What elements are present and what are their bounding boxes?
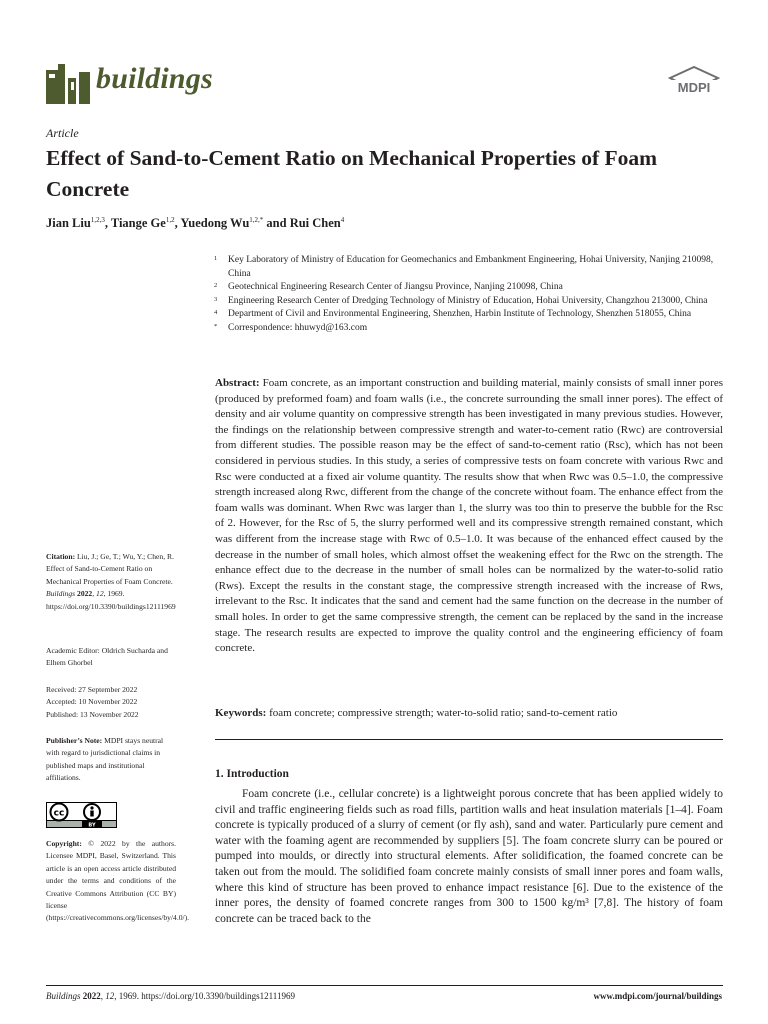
- introduction-text: Foam concrete (i.e., cellular concrete) is a lightweight porous concrete that has been applied widely to civil and traffic engineering fields such as road fills, partition walls and heat insulation materials [1–4]. Foam concrete is typically produced of a slurry of cement (or fly ash), sand and water. Particularly pure cement and water with the foaming agent are recommended by suppliers [5]. The foam concrete slurry can be poured or pumped into moulds, or directly into structural elements. After solidification, the foamed concrete can be taken out from the mould. The solidified foam concrete mainly consists of small inner pores and foam walls, where this kind of structure has been proved to enhance impact resistance [6]. Due to the existence of the inner pores, the density of foamed concrete ranges from 300 to 1500 kg/m³ [7,8]. The history of foam concrete can be traced back to the: [215, 788, 723, 925]
- citation-volume: 12: [96, 589, 104, 599]
- paper-title: Effect of Sand-to-Cement Ratio on Mechanical Properties of Foam Concrete: [46, 146, 658, 201]
- journal-name[interactable]: buildings: [96, 62, 213, 95]
- copyright-text: © 2022 by the authors. Licensee MDPI, Basel, Switzerland. This article is an open access article distributed under the terms and conditions of the Creative Commons Attribution (CC BY) license (https://creativecommons.org/licenses/by/4.0/).: [46, 839, 190, 923]
- section-heading: 1. Introduction: [215, 768, 289, 780]
- cc-by-license-icon[interactable]: [46, 802, 117, 828]
- pubnote-label: Publisher’s Note:: [46, 736, 103, 745]
- keywords: [215, 706, 723, 721]
- affiliation-number: *: [214, 322, 218, 330]
- journal-logo[interactable]: [46, 62, 90, 104]
- affiliations: [214, 254, 724, 335]
- copyright-label: Copyright:: [46, 839, 82, 848]
- author-separator: and: [263, 216, 290, 231]
- mdpi-logo-icon[interactable]: [668, 66, 720, 100]
- affiliation-item: [214, 308, 724, 322]
- footer-doi-link[interactable]: , 1969. https://doi.org/10.3390/buildings12111969: [114, 991, 295, 1001]
- pubnote-text: MDPI stays neutral with regard to jurisdictional claims in published maps and institutional affiliations.: [46, 736, 164, 783]
- affiliation-item: [214, 281, 724, 295]
- dates-block: [46, 684, 176, 721]
- abstract: [215, 376, 723, 657]
- svg-text:MDPI: MDPI: [677, 80, 711, 95]
- affiliation-item: [214, 322, 724, 336]
- footer-divider: [46, 985, 723, 986]
- affiliation-text: Department of Civil and Environmental Engineering, Shenzhen, Harbin Institute of Technology, Shenzhen 518055, China: [228, 309, 692, 319]
- affiliation-number: 1: [214, 255, 218, 262]
- footer-citation: Buildings 2022, 12, 1969. https://doi.org/10.3390/buildings12111969: [46, 991, 295, 1001]
- author-name[interactable]: Rui Chen: [289, 216, 341, 231]
- abstract-label: Abstract:: [215, 377, 260, 389]
- svg-text:BY: BY: [88, 822, 96, 828]
- author-name[interactable]: Tiange Ge: [110, 216, 166, 231]
- affiliation-item: [214, 254, 724, 281]
- journal-header: [46, 60, 722, 108]
- published-date: Published: 13 November 2022: [46, 709, 139, 719]
- footer-year: 2022: [82, 991, 101, 1001]
- divider: [215, 739, 723, 740]
- author-separator: ,: [104, 216, 111, 231]
- author-name[interactable]: Jian Liu: [46, 216, 91, 231]
- affiliation-number: 2: [214, 282, 218, 289]
- editor-names: Oldrich Sucharda and Elhem Ghorbel: [46, 646, 168, 668]
- svg-text:cc: cc: [53, 808, 65, 819]
- buildings-logo-icon: [46, 62, 90, 104]
- affiliation-text: Geotechnical Engineering Research Center of Jiangsu Province, Nanjing 210098, China: [228, 282, 563, 292]
- affiliation-text: Correspondence: hhuwyd@163.com: [228, 322, 368, 333]
- footer-volume: 12: [105, 991, 115, 1001]
- publisher-note: [46, 735, 176, 785]
- editor-label: Academic Editor:: [46, 646, 100, 655]
- academic-editor: [46, 645, 176, 670]
- affiliation-number: 4: [214, 309, 218, 316]
- copyright-block: [46, 838, 190, 925]
- received-date: Received: 27 September 2022: [46, 685, 138, 694]
- affiliation-item: [214, 295, 724, 309]
- keywords-label: Keywords:: [215, 707, 267, 719]
- citation-journal: Buildings: [46, 589, 76, 599]
- affiliation-text: Key Laboratory of Ministry of Education for Geomechanics and Embankment Engineering, Hohai University, Nanjing 210098, China: [228, 255, 714, 279]
- journal-url-link[interactable]: www.mdpi.com/journal/buildings: [593, 991, 722, 1001]
- footer-journal: Buildings: [46, 991, 81, 1001]
- keywords-text: foam concrete; compressive strength; water-to-solid ratio; sand-to-cement ratio: [269, 707, 618, 719]
- article-type: Article: [46, 126, 79, 140]
- abstract-text: Foam concrete, as an important construction and building material, mainly consists of small inner pores (produced by preformed foam) and foam walls (i.e., the concrete surrounding the small inner pores). The effect of density and air volume quantity on compressive strength has been investigated in many previous studies. However, the findings on the relationship between compressive strength and water-to-cement ratio (Rwc) are controversial from different studies. The possible reason may be the effect of sand-to-cement ratio (Rsc), which has not been considered in pervious studies. In this study, a series of compressive tests on foam concrete with various Rwc and Rsc were conducted at a fixed air volume quantity. The results show that when Rwc was 0.5–1.0, the compressive strength increased along Rwc, different from the change of the concrete without foam. The enhance effect from the foam walls was dominant. When Rwc was larger than 1, the slurry was too thin to preserve the bubble for the Rsc of 2. However, for the Rsc of 5, the slurry performed well and its compressive strength remained constant, which was different from the increase stage with Rwc of 0.5–1.0. It was because of the enhanced effect caused by the decrease in the number of small holes, which almost offset the weakening effect for the Rwc on the strength. The enhance effect due to the decrease in the number of small holes can be normalized by the water-to-solid ratio (Rws). Except the results in the constant stage, the compressive strength increased with the increase of Rws, irrelevant to the Rsc. It indicates that the sand and cement had the same function on the decrease in the number of small holes. In order to get the same compressive strength, the cement can be replaced by the sand in the increase stage. The research results are expected to improve the quality control and the engineering efficiency of foam concrete.: [215, 377, 724, 655]
- accepted-date: Accepted: 10 November 2022: [46, 697, 138, 707]
- author-affiliation-marker: 1,2,*: [249, 216, 264, 224]
- author-affiliation-marker: 1,2,3: [90, 216, 105, 224]
- citation-block: Citation: Liu, J.; Ge, T.; Wu, Y.; Chen, R. Effect of Sand-to-Cement Ratio on Mechanical Properties of Foam Concrete. Buildings 2022, 12, 1969. https://doi.org/10.3390/buildings12111969: [46, 552, 176, 611]
- affiliation-number: 3: [214, 295, 218, 303]
- author-affiliation-marker: 4: [340, 216, 345, 224]
- author-affiliation-marker: 1,2: [165, 216, 175, 224]
- citation-year: 2022: [77, 589, 93, 599]
- citation-label: Citation:: [46, 552, 76, 561]
- author-list: [46, 216, 736, 231]
- author-separator: ,: [174, 216, 181, 231]
- citation-text: Liu, J.; Ge, T.; Wu, Y.; Chen, R. Effect of Sand-to-Cement Ratio on Mechanical Properties of Foam Concrete.: [46, 552, 174, 586]
- affiliation-text: Engineering Research Center of Dredging Technology of Ministry of Education, Hohai University, Changzhou 213000, China: [228, 295, 708, 306]
- author-name[interactable]: Yuedong Wu: [180, 216, 250, 231]
- citation-doi-link[interactable]: , 1969. https://doi.org/10.3390/buildings12111969: [46, 589, 176, 611]
